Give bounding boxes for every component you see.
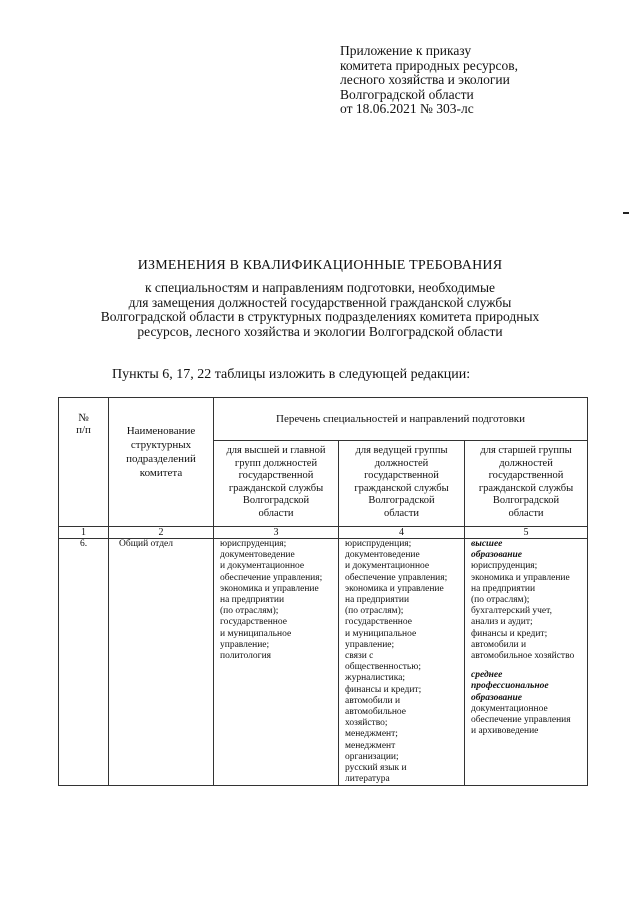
header-unit-name xyxy=(109,398,214,527)
header-line: области xyxy=(258,507,294,519)
header-line: Волгоградской xyxy=(492,495,560,506)
header-line: гражданской службы xyxy=(478,482,574,494)
header-name-line: Наименование xyxy=(126,425,196,437)
header-line: гражданской службы xyxy=(228,482,324,494)
column-index: 1 xyxy=(59,527,109,539)
header-line: Волгоградской xyxy=(368,495,435,506)
header-line: государственной xyxy=(364,470,439,481)
header-name-line: комитета xyxy=(139,467,183,479)
column-index: 3 xyxy=(214,527,339,539)
qualification-table xyxy=(58,397,588,786)
subtitle-line: к специальностям и направлениям подготовки, необходимые xyxy=(144,280,496,295)
list-item: управление; xyxy=(345,639,395,650)
list-item: русский язык и xyxy=(345,763,407,774)
header-line: государственной xyxy=(488,470,564,481)
header-number-line: № xyxy=(78,412,89,424)
approval-block xyxy=(340,44,518,117)
list-item: и муниципальное xyxy=(220,628,292,639)
subtitle-line: для замещения должностей государственной гражданской службы xyxy=(128,294,512,310)
education-heading: среднее xyxy=(471,670,503,681)
document-subtitle xyxy=(60,281,580,339)
list-item: автомобильное хозяйство xyxy=(471,651,575,662)
list-item: и документационное xyxy=(220,561,305,572)
header-line: для старшей группы xyxy=(480,445,572,456)
header-line: области xyxy=(383,507,420,519)
header-number-line: п/п xyxy=(76,424,91,436)
header-higher-group xyxy=(214,441,339,527)
header-name-line: структурных xyxy=(130,439,192,451)
list-item: и документационное xyxy=(345,561,430,572)
header-line: должностей xyxy=(499,457,553,469)
list-item: бухгалтерский учет, xyxy=(471,606,552,617)
header-line: для ведущей группы xyxy=(355,445,448,456)
list-item: хозяйство; xyxy=(345,718,388,729)
list-item: обеспечение управления xyxy=(471,715,571,726)
approval-line: от 18.06.2021 № 303-лс xyxy=(340,101,474,116)
header-line: для высшей и главной xyxy=(226,445,326,456)
header-number xyxy=(59,398,109,527)
header-line: гражданской службы xyxy=(354,482,449,494)
column-index: 5 xyxy=(465,527,588,539)
header-line: групп должностей xyxy=(234,457,318,469)
approval-line: Приложение к приказу xyxy=(340,43,472,58)
list-item: журналистика; xyxy=(345,673,406,684)
list-item: экономика и управление xyxy=(345,583,444,594)
approval-line: Волгоградской области xyxy=(340,86,474,102)
approval-line: комитета природных ресурсов, xyxy=(340,57,518,73)
list-item: документоведение xyxy=(220,550,295,561)
header-line: должностей xyxy=(374,457,429,469)
specialties-leading-group xyxy=(339,539,465,786)
list-item: автомобили и xyxy=(345,695,401,706)
list-item: литература xyxy=(345,774,390,785)
education-heading: образование xyxy=(471,692,523,703)
education-heading: высшее xyxy=(471,539,503,549)
header-leading-group xyxy=(339,441,465,527)
table-row xyxy=(59,539,588,786)
list-item: на предприятии xyxy=(345,595,410,606)
scan-mark xyxy=(623,212,629,214)
list-item: автомобили и xyxy=(471,639,527,650)
row-unit-name: Общий отдел xyxy=(109,539,214,786)
header-line: государственной xyxy=(238,470,314,481)
list-item: обеспечение управления; xyxy=(220,572,323,583)
intro-text: Пункты 6, 17, 22 таблицы изложить в следующей редакции: xyxy=(112,367,471,382)
row-number: 6. xyxy=(59,539,109,786)
education-heading: образование xyxy=(471,550,523,561)
column-index-row xyxy=(59,527,588,539)
list-item: юриспруденция; xyxy=(345,539,412,549)
approval-line: лесного хозяйства и экологии xyxy=(340,72,510,87)
list-item: менеджмент xyxy=(345,740,396,751)
list-item: менеджмент; xyxy=(345,729,398,740)
header-senior-group xyxy=(465,441,588,527)
list-item: и архивоведение xyxy=(471,726,539,737)
specialties-senior-group xyxy=(465,539,588,786)
list-item: обеспечение управления; xyxy=(345,572,448,583)
list-item: автомобильное xyxy=(345,707,406,718)
list-item: на предприятии xyxy=(220,595,285,606)
list-item: государственное xyxy=(220,617,287,628)
list-item: организации; xyxy=(345,751,399,762)
list-item: анализ и аудит; xyxy=(471,617,533,628)
list-item: связи с xyxy=(345,651,374,662)
subtitle-line: Волгоградской области в структурных подразделениях комитета природных xyxy=(100,309,540,324)
list-item: документоведение xyxy=(345,550,420,561)
header-line: области xyxy=(508,507,544,519)
document-title: ИЗМЕНЕНИЯ В КВАЛИФИКАЦИОННЫЕ ТРЕБОВАНИЯ xyxy=(137,258,503,273)
list-item: финансы и кредит; xyxy=(345,684,422,695)
list-item: и муниципальное xyxy=(345,628,417,639)
list-item: юриспруденция; xyxy=(220,539,287,549)
list-item: политология xyxy=(220,651,272,662)
list-item: юриспруденция; xyxy=(471,561,538,572)
specialties-higher-group xyxy=(214,539,339,786)
list-item: управление; xyxy=(220,639,270,650)
list-item: на предприятии xyxy=(471,583,536,594)
header-specialties: Перечень специальностей и направлений подготовки xyxy=(214,398,588,441)
list-item: документационное xyxy=(471,703,548,714)
list-item: государственное xyxy=(345,617,412,628)
list-item: (по отраслям); xyxy=(345,606,404,617)
list-item: экономика и управление xyxy=(220,583,319,594)
column-index: 2 xyxy=(109,527,214,539)
column-index: 4 xyxy=(339,527,465,539)
list-item: экономика и управление xyxy=(471,572,570,583)
education-heading: профессиональное xyxy=(471,681,549,692)
subtitle-line: ресурсов, лесного хозяйства и экологии Волгоградской области xyxy=(137,323,503,339)
header-line: Волгоградской xyxy=(242,495,310,506)
header-name-line: подразделений xyxy=(126,453,196,465)
list-item: (по отраслям); xyxy=(471,595,530,606)
list-item: (по отраслям); xyxy=(220,606,279,617)
list-item: общественностью; xyxy=(345,662,421,673)
list-item: финансы и кредит; xyxy=(471,628,548,639)
